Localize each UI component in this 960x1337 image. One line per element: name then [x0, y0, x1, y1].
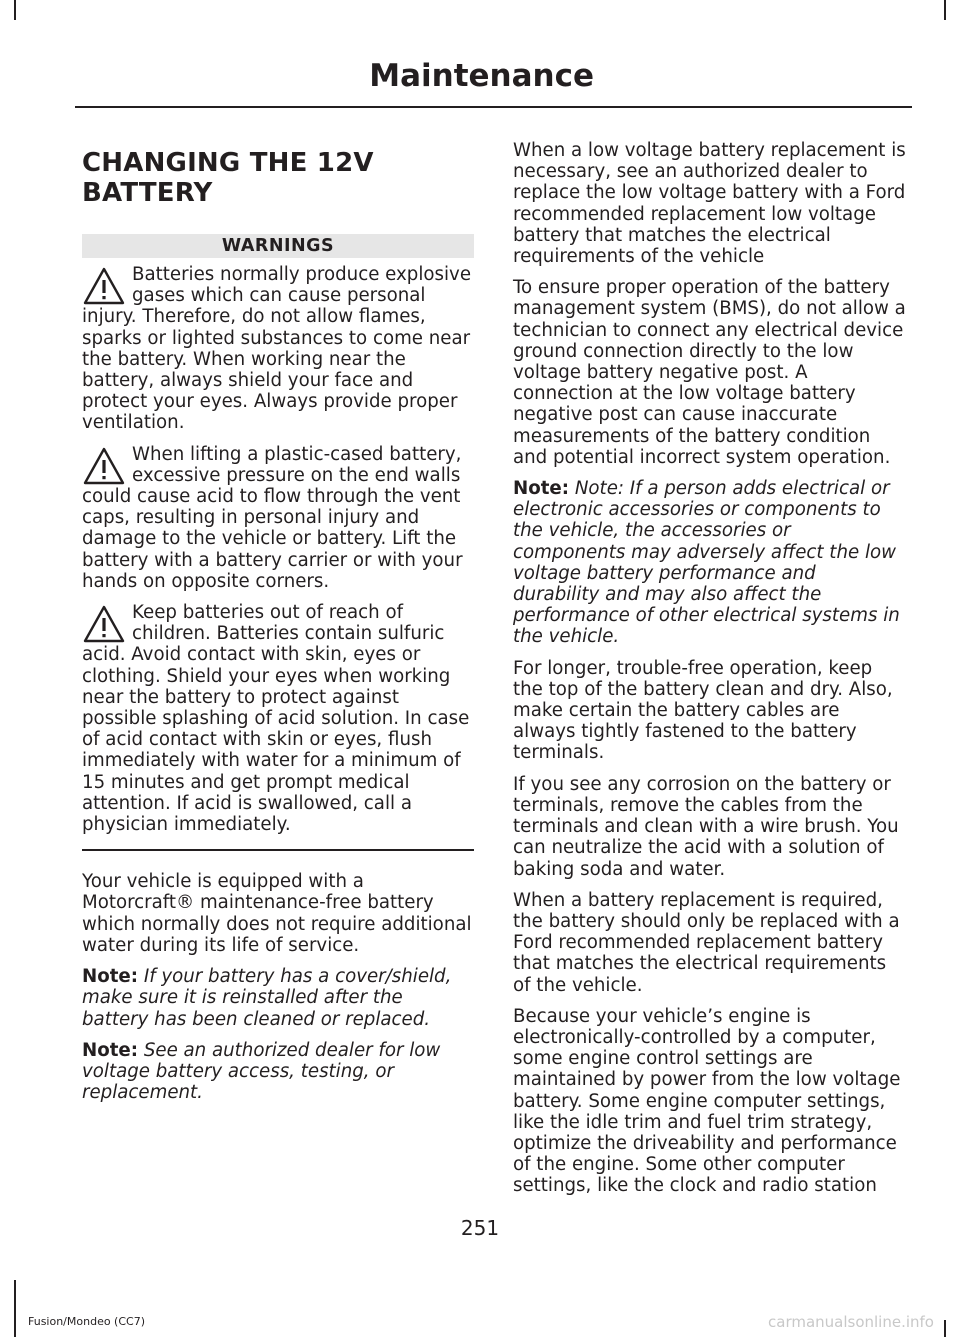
warning-triangle-icon — [82, 266, 126, 306]
warning-triangle-icon — [82, 446, 126, 486]
body-paragraph: Your vehicle is equipped with a Motorcraft® maintenance-free battery which normally does not require additional water during its life of service. — [82, 871, 472, 956]
warning-text: When lifting a plastic-cased battery, excessive pressure on the end walls could cause acid to flow through the vent caps, resulting in personal injury and damage to the vehicle or battery. Lift the battery with a battery carrier or with your hands on opposite corners. — [82, 443, 463, 592]
page-header-title: Maintenance — [369, 58, 594, 94]
warnings-end-rule — [82, 849, 474, 851]
section-title: CHANGING THE 12V BATTERY — [82, 148, 374, 208]
body-paragraph: For longer, trouble-free operation, keep the top of the battery clean and dry. Also, make certain the battery cables are always tightly fastened to the battery terminals. — [513, 657, 893, 764]
warning-triangle-icon — [82, 604, 126, 644]
note-label: Note: — [513, 478, 570, 500]
note-text: Note: If a person adds electrical or electronic accessories or components to the vehicle, the accessories or components may adversely affect the low voltage battery performance and durability and may also affect the performance of other electrical systems in the vehicle. — [513, 478, 900, 648]
footer-model: Fusion/Mondeo (CC7) — [28, 1315, 146, 1328]
note-label: Note: — [82, 1039, 139, 1061]
body-paragraph: If you see any corrosion on the battery or terminals, remove the cables from the terminals and clean with a wire brush. You can neutralize the acid with a solution of baking soda and water. — [513, 773, 899, 880]
note — [513, 478, 907, 648]
note-label: Note: — [82, 966, 139, 988]
left-column — [82, 140, 474, 1113]
header-rule — [75, 106, 912, 108]
body-paragraph: When a low voltage battery replacement is necessary, see an authorized dealer to replace the low voltage battery with a Ford recommended replacement low voltage battery that matches the electrical requirements of the vehicle — [513, 140, 906, 268]
watermark: carmanualsonline.info — [768, 1313, 934, 1331]
warning-block — [82, 602, 474, 835]
body-paragraph: When a battery replacement is required, the battery should only be replaced with a Ford recommended replacement battery that matches the electrical requirements of the vehicle. — [513, 889, 900, 996]
right-column — [513, 140, 907, 1207]
page-number: 251 — [460, 1216, 500, 1240]
warning-block — [82, 264, 474, 434]
crop-mark-top-left — [14, 0, 16, 20]
warnings-heading: WARNINGS — [82, 234, 474, 258]
crop-mark-top-right — [944, 0, 946, 20]
warning-text: Keep batteries out of reach of children. Batteries contain sulfuric acid. Avoid contact with skin, eyes or clothing. Shield your eyes when working near the battery to protect against possible splashing of acid solution. In case of acid contact with skin or eyes, flush immediately with water for a minimum of 15 minutes and get prompt medical attention. If acid is swallowed, call a physician immediately. — [82, 602, 470, 836]
warning-text: Batteries normally produce explosive gases which can cause personal injury. Therefore, do not allow flames, sparks or lighted substances to come near the battery. When working near the battery, always shield your face and protect your eyes. Always provide proper ventilation. — [82, 264, 472, 434]
note — [82, 1040, 474, 1104]
warning-block — [82, 444, 474, 592]
body-paragraph: Because your vehicle’s engine is electronically-controlled by a computer, some engine control settings are maintained by power from the low voltage battery. Some engine computer settings, like the idle trim and fuel trim strategy, optimize the driveability and performance of the engine. Some other computer settings, like the clock and radio station — [513, 1005, 901, 1197]
note-text: If your battery has a cover/shield, make sure it is reinstalled after the battery has been cleaned or replaced. — [82, 966, 452, 1030]
body-paragraph: To ensure proper operation of the battery management system (BMS), do not allow a technician to connect any electrical device ground connection directly to the low voltage battery negative post. A connection at the low voltage battery negative post can cause inaccurate measurements of the battery condition and potential incorrect system operation. — [513, 277, 906, 468]
crop-mark-bottom-right — [944, 1320, 946, 1337]
crop-mark-bottom-left — [14, 1280, 16, 1337]
note-text: See an authorized dealer for low voltage battery access, testing, or replacement. — [82, 1039, 441, 1104]
note — [82, 966, 474, 1030]
